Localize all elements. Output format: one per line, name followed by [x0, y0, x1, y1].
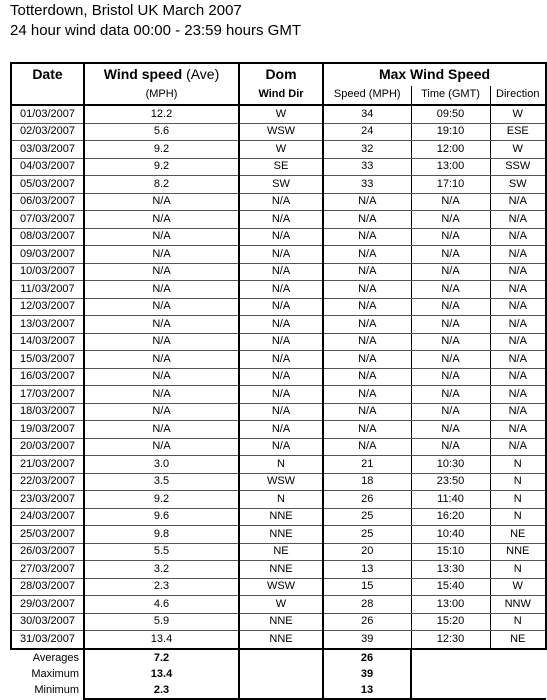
- max-speed-cell: 33: [323, 176, 411, 194]
- wind-speed-cell: N/A: [84, 281, 239, 299]
- dom-wind-dir-cell: N/A: [239, 316, 323, 334]
- date-cell: 24/03/2007: [11, 508, 84, 526]
- dom-wind-dir-cell: N/A: [239, 263, 323, 281]
- max-speed-cell: 39: [323, 631, 411, 649]
- max-speed-cell: 26: [323, 491, 411, 509]
- date-cell: 02/03/2007: [11, 123, 84, 141]
- max-speed-cell: 33: [323, 158, 411, 176]
- max-direction-cell: W: [490, 141, 546, 159]
- summary-row: [11, 649, 546, 666]
- wind-speed-cell: 3.2: [84, 561, 239, 579]
- wind-speed-cell: N/A: [84, 193, 239, 211]
- max-time-cell: 10:30: [411, 456, 490, 474]
- date-cell: 06/03/2007: [11, 193, 84, 211]
- summary-label: Minimum: [34, 684, 79, 696]
- date-cell: 22/03/2007: [11, 473, 84, 491]
- date-cell: 25/03/2007: [11, 526, 84, 544]
- wind-speed-cell: 4.6: [84, 596, 239, 614]
- max-time-cell: N/A: [411, 263, 490, 281]
- dom-wind-dir-cell: NE: [239, 543, 323, 561]
- max-time-cell: N/A: [411, 368, 490, 386]
- dom-wind-dir-cell: W: [239, 596, 323, 614]
- date-cell: 14/03/2007: [11, 333, 84, 351]
- dom-wind-dir-cell: WSW: [239, 578, 323, 596]
- date-cell: 09/03/2007: [11, 246, 84, 264]
- table-row: [11, 386, 546, 404]
- max-speed-cell: 28: [323, 596, 411, 614]
- max-speed-cell: 25: [323, 508, 411, 526]
- table-row: [11, 543, 546, 561]
- dom-wind-dir-cell: N: [239, 456, 323, 474]
- date-cell: 30/03/2007: [11, 613, 84, 631]
- max-direction-cell: W: [490, 578, 546, 596]
- table-row: [11, 456, 546, 474]
- wind-speed-cell: 5.5: [84, 543, 239, 561]
- max-direction-cell: N: [490, 456, 546, 474]
- dom-wind-dir-cell: NNE: [239, 561, 323, 579]
- table-row: [11, 596, 546, 614]
- header-speed-mph: Speed (MPH): [323, 86, 411, 105]
- wind-speed-cell: N/A: [84, 211, 239, 229]
- table-row: [11, 631, 546, 649]
- max-direction-cell: N/A: [490, 211, 546, 229]
- dom-wind-dir-cell: N/A: [239, 333, 323, 351]
- max-speed-cell: 26: [323, 613, 411, 631]
- wind-speed-cell: N/A: [84, 403, 239, 421]
- max-direction-cell: N: [490, 613, 546, 631]
- max-speed-cell: 20: [323, 543, 411, 561]
- max-speed-cell: N/A: [323, 403, 411, 421]
- max-direction-cell: NNE: [490, 543, 546, 561]
- max-speed-cell: N/A: [323, 281, 411, 299]
- dom-wind-dir-cell: N/A: [239, 351, 323, 369]
- max-direction-cell: N: [490, 508, 546, 526]
- max-speed-cell: 15: [323, 578, 411, 596]
- dom-wind-dir-cell: W: [239, 105, 323, 123]
- table-row: [11, 105, 546, 123]
- dom-wind-dir-cell: N/A: [239, 403, 323, 421]
- wind-speed-cell: 5.6: [84, 123, 239, 141]
- max-direction-cell: N: [490, 491, 546, 509]
- max-speed-cell: 21: [323, 456, 411, 474]
- max-time-cell: 09:50: [411, 105, 490, 123]
- max-direction-cell: N/A: [490, 298, 546, 316]
- wind-speed-cell: 5.9: [84, 613, 239, 631]
- max-time-cell: 19:10: [411, 123, 490, 141]
- dom-wind-dir-cell: N/A: [239, 211, 323, 229]
- max-speed-cell: N/A: [323, 333, 411, 351]
- max-time-cell: N/A: [411, 438, 490, 456]
- date-cell: 16/03/2007: [11, 368, 84, 386]
- dom-wind-dir-cell: WSW: [239, 123, 323, 141]
- max-speed-cell: N/A: [323, 298, 411, 316]
- header-time-gmt: Time (GMT): [411, 86, 490, 105]
- wind-speed-cell: 9.2: [84, 141, 239, 159]
- max-time-cell: 15:10: [411, 543, 490, 561]
- table-row: [11, 491, 546, 509]
- header-date: Date: [11, 63, 84, 86]
- summary-row: [11, 682, 546, 699]
- wind-speed-cell: 12.2: [84, 105, 239, 123]
- date-cell: 12/03/2007: [11, 298, 84, 316]
- max-direction-cell: N: [490, 473, 546, 491]
- max-speed-cell: N/A: [323, 246, 411, 264]
- max-time-cell: N/A: [411, 281, 490, 299]
- summary-label: Averages: [32, 651, 79, 664]
- max-direction-cell: NE: [490, 631, 546, 649]
- table-row: [11, 578, 546, 596]
- table-row: [11, 298, 546, 316]
- max-time-cell: 13:00: [411, 158, 490, 176]
- dom-wind-dir-cell: N: [239, 491, 323, 509]
- max-time-cell: 12:00: [411, 141, 490, 159]
- header-dom: Dom: [239, 63, 323, 86]
- max-speed-cell: N/A: [323, 368, 411, 386]
- date-cell: 05/03/2007: [11, 176, 84, 194]
- date-cell: 17/03/2007: [11, 386, 84, 404]
- dom-wind-dir-cell: N/A: [239, 228, 323, 246]
- max-speed-cell: 34: [323, 105, 411, 123]
- max-direction-cell: N/A: [490, 351, 546, 369]
- max-speed-cell: N/A: [323, 316, 411, 334]
- date-cell: 29/03/2007: [11, 596, 84, 614]
- date-cell: 03/03/2007: [11, 141, 84, 159]
- max-speed-cell: N/A: [323, 211, 411, 229]
- wind-speed-cell: N/A: [84, 228, 239, 246]
- table-row: [11, 333, 546, 351]
- max-time-cell: 12:30: [411, 631, 490, 649]
- dom-wind-dir-cell: NNE: [239, 526, 323, 544]
- wind-speed-cell: N/A: [84, 386, 239, 404]
- table-row: [11, 193, 546, 211]
- max-speed-cell: N/A: [323, 263, 411, 281]
- date-cell: 20/03/2007: [11, 438, 84, 456]
- date-cell: 21/03/2007: [11, 456, 84, 474]
- wind-speed-cell: N/A: [84, 351, 239, 369]
- dom-wind-dir-cell: N/A: [239, 421, 323, 439]
- max-direction-cell: N/A: [490, 403, 546, 421]
- wind-speed-cell: N/A: [84, 298, 239, 316]
- max-direction-cell: ESE: [490, 123, 546, 141]
- date-cell: 18/03/2007: [11, 403, 84, 421]
- max-time-cell: N/A: [411, 298, 490, 316]
- max-direction-cell: N/A: [490, 438, 546, 456]
- max-speed-cell: N/A: [323, 351, 411, 369]
- dom-wind-dir-cell: NNE: [239, 508, 323, 526]
- max-time-cell: 15:40: [411, 578, 490, 596]
- wind-speed-cell: 2.3: [84, 578, 239, 596]
- date-cell: 04/03/2007: [11, 158, 84, 176]
- max-speed-cell: 24: [323, 123, 411, 141]
- wind-speed-cell: N/A: [84, 316, 239, 334]
- wind-speed-cell: 9.6: [84, 508, 239, 526]
- wind-speed-cell: 9.2: [84, 158, 239, 176]
- max-time-cell: N/A: [411, 193, 490, 211]
- max-speed-cell: N/A: [323, 386, 411, 404]
- table-row: [11, 403, 546, 421]
- dom-wind-dir-cell: N/A: [239, 193, 323, 211]
- max-time-cell: N/A: [411, 403, 490, 421]
- date-cell: 31/03/2007: [11, 631, 84, 649]
- summary-wind-value: 7.2: [84, 649, 239, 666]
- dom-wind-dir-cell: W: [239, 141, 323, 159]
- header-wind-speed: Wind speed (Ave): [84, 63, 239, 86]
- date-cell: 07/03/2007: [11, 211, 84, 229]
- table-row: [11, 316, 546, 334]
- table-row: [11, 421, 546, 439]
- page-title: Totterdown, Bristol UK March 2007: [10, 2, 242, 19]
- wind-speed-cell: N/A: [84, 333, 239, 351]
- wind-speed-cell: 8.2: [84, 176, 239, 194]
- date-cell: 11/03/2007: [11, 281, 84, 299]
- wind-speed-cell: 9.8: [84, 526, 239, 544]
- max-time-cell: N/A: [411, 351, 490, 369]
- table-row: [11, 228, 546, 246]
- max-direction-cell: SSW: [490, 158, 546, 176]
- max-time-cell: N/A: [411, 333, 490, 351]
- date-cell: 26/03/2007: [11, 543, 84, 561]
- max-direction-cell: N: [490, 561, 546, 579]
- summary-max-value: 13: [323, 682, 411, 699]
- table-row: [11, 141, 546, 159]
- wind-speed-cell: 13.4: [84, 631, 239, 649]
- table-row: [11, 438, 546, 456]
- table-row: [11, 281, 546, 299]
- summary-row: [11, 666, 546, 682]
- max-speed-cell: 25: [323, 526, 411, 544]
- summary-max-value: 26: [323, 649, 411, 666]
- summary-wind-value: 13.4: [84, 666, 239, 682]
- wind-speed-cell: N/A: [84, 421, 239, 439]
- date-cell: 27/03/2007: [11, 561, 84, 579]
- table-row: [11, 246, 546, 264]
- table-row: [11, 211, 546, 229]
- wind-data-table: [10, 62, 547, 700]
- table-row: [11, 613, 546, 631]
- header-wind-dir: Wind Dir: [239, 86, 323, 105]
- dom-wind-dir-cell: WSW: [239, 473, 323, 491]
- date-cell: 10/03/2007: [11, 263, 84, 281]
- max-time-cell: N/A: [411, 316, 490, 334]
- max-time-cell: N/A: [411, 228, 490, 246]
- wind-speed-cell: N/A: [84, 263, 239, 281]
- table-row: [11, 561, 546, 579]
- dom-wind-dir-cell: N/A: [239, 246, 323, 264]
- table-row: [11, 526, 546, 544]
- max-direction-cell: N/A: [490, 281, 546, 299]
- max-time-cell: N/A: [411, 246, 490, 264]
- max-time-cell: 10:40: [411, 526, 490, 544]
- max-time-cell: N/A: [411, 211, 490, 229]
- wind-speed-cell: N/A: [84, 438, 239, 456]
- dom-wind-dir-cell: N/A: [239, 438, 323, 456]
- dom-wind-dir-cell: N/A: [239, 281, 323, 299]
- max-time-cell: 11:40: [411, 491, 490, 509]
- max-speed-cell: N/A: [323, 438, 411, 456]
- dom-wind-dir-cell: N/A: [239, 298, 323, 316]
- max-speed-cell: 32: [323, 141, 411, 159]
- wind-speed-cell: 9.2: [84, 491, 239, 509]
- max-direction-cell: SW: [490, 176, 546, 194]
- max-time-cell: N/A: [411, 421, 490, 439]
- max-direction-cell: N/A: [490, 228, 546, 246]
- summary-label: Maximum: [31, 667, 79, 680]
- table-row: [11, 351, 546, 369]
- max-time-cell: 17:10: [411, 176, 490, 194]
- dom-wind-dir-cell: NNE: [239, 631, 323, 649]
- dom-wind-dir-cell: SE: [239, 158, 323, 176]
- max-speed-cell: N/A: [323, 193, 411, 211]
- date-cell: 13/03/2007: [11, 316, 84, 334]
- date-cell: 01/03/2007: [11, 105, 84, 123]
- max-time-cell: 16:20: [411, 508, 490, 526]
- table-row: [11, 123, 546, 141]
- max-direction-cell: NNW: [490, 596, 546, 614]
- summary-max-value: 39: [323, 666, 411, 682]
- max-speed-cell: N/A: [323, 421, 411, 439]
- header-direction: Direction: [490, 86, 546, 105]
- max-direction-cell: N/A: [490, 193, 546, 211]
- max-time-cell: 15:20: [411, 613, 490, 631]
- date-cell: 08/03/2007: [11, 228, 84, 246]
- summary-wind-value: 2.3: [84, 682, 239, 699]
- date-cell: 23/03/2007: [11, 491, 84, 509]
- max-time-cell: 13:30: [411, 561, 490, 579]
- max-time-cell: N/A: [411, 386, 490, 404]
- table-row: [11, 368, 546, 386]
- max-direction-cell: N/A: [490, 246, 546, 264]
- max-speed-cell: 13: [323, 561, 411, 579]
- max-direction-cell: N/A: [490, 333, 546, 351]
- max-time-cell: 23:50: [411, 473, 490, 491]
- max-direction-cell: NE: [490, 526, 546, 544]
- table-row: [11, 473, 546, 491]
- max-direction-cell: N/A: [490, 263, 546, 281]
- max-speed-cell: 18: [323, 473, 411, 491]
- wind-speed-cell: 3.5: [84, 473, 239, 491]
- table-row: [11, 263, 546, 281]
- page-subtitle: 24 hour wind data 00:00 - 23:59 hours GMT: [10, 22, 302, 39]
- wind-speed-cell: N/A: [84, 246, 239, 264]
- max-time-cell: 13:00: [411, 596, 490, 614]
- date-cell: 28/03/2007: [11, 578, 84, 596]
- table-row: [11, 508, 546, 526]
- wind-speed-cell: N/A: [84, 368, 239, 386]
- date-cell: 15/03/2007: [11, 351, 84, 369]
- max-direction-cell: N/A: [490, 421, 546, 439]
- dom-wind-dir-cell: N/A: [239, 386, 323, 404]
- header-max-wind-speed: Max Wind Speed: [323, 63, 546, 86]
- dom-wind-dir-cell: N/A: [239, 368, 323, 386]
- dom-wind-dir-cell: SW: [239, 176, 323, 194]
- table-row: [11, 158, 546, 176]
- max-direction-cell: N/A: [490, 386, 546, 404]
- max-speed-cell: N/A: [323, 228, 411, 246]
- date-cell: 19/03/2007: [11, 421, 84, 439]
- max-direction-cell: N/A: [490, 368, 546, 386]
- header-mph: (MPH): [84, 86, 239, 105]
- dom-wind-dir-cell: NNE: [239, 613, 323, 631]
- wind-speed-cell: 3.0: [84, 456, 239, 474]
- max-direction-cell: N/A: [490, 316, 546, 334]
- max-direction-cell: W: [490, 105, 546, 123]
- table-row: [11, 176, 546, 194]
